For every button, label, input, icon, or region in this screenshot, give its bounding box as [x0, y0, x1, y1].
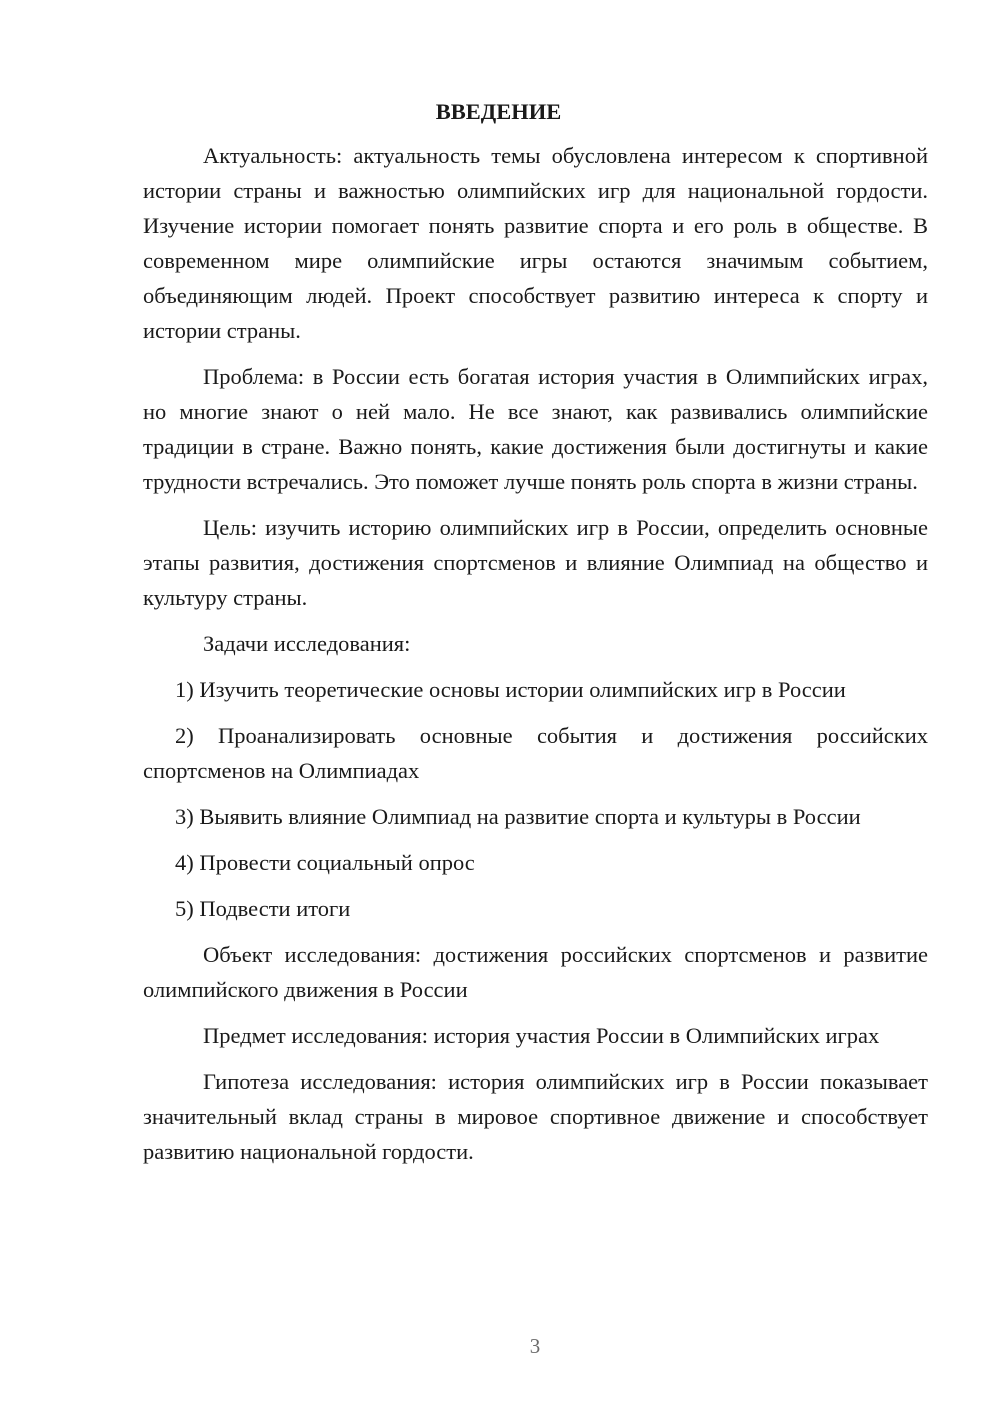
paragraph-subject: Предмет исследования: история участия России в Олимпийских играх — [203, 1023, 880, 1048]
page-number: 3 — [529, 1334, 541, 1358]
paragraph-object: Объект исследования: достижения российских спортсменов и развитие олимпийского движения в России — [143, 942, 928, 1002]
document-page — [143, 94, 928, 1180]
task-item-1: 1) Изучить теоретические основы истории олимпийских игр в России — [175, 677, 846, 702]
paragraph-goal: Цель: изучить историю олимпийских игр в России, определить основные этапы развития, достижения спортсменов и влияние Олимпиад на общество и культуру страны. — [143, 515, 928, 610]
paragraph-problem: Проблема: в России есть богатая история участия в Олимпийских играх, но многие знают о ней мало. Не все знают, как развивались олимпийские традиции в стране. Важно понять, какие достижения были достигнуты и какие трудности встречались. Это поможет лучше понять роль спорта в жизни страны. — [143, 364, 928, 494]
task-item-2: 2) Проанализировать основные события и достижения российских спортсменов на Олимпиадах — [143, 723, 928, 783]
task-item-4: 4) Провести социальный опрос — [175, 850, 475, 875]
paragraph-hypothesis: Гипотеза исследования: история олимпийских игр в России показывает значительный вклад страны в мировое спортивное движение и способствует развитию национальной гордости. — [143, 1069, 928, 1164]
page-title: ВВЕДЕНИЕ — [435, 99, 562, 124]
paragraph-relevance: Актуальность: актуальность темы обусловлена интересом к спортивной истории страны и важностью олимпийских игр для национальной гордости. Изучение истории помогает понять развитие спорта и его роль в обществе. В современном мире олимпийские игры остаются значимым событием, объединяющим людей. Проект способствует развитию интереса к спорту и истории страны. — [143, 143, 928, 343]
task-item-5: 5) Подвести итоги — [175, 896, 351, 921]
tasks-title: Задачи исследования: — [203, 631, 411, 656]
task-item-3: 3) Выявить влияние Олимпиад на развитие спорта и культуры в России — [175, 804, 861, 829]
